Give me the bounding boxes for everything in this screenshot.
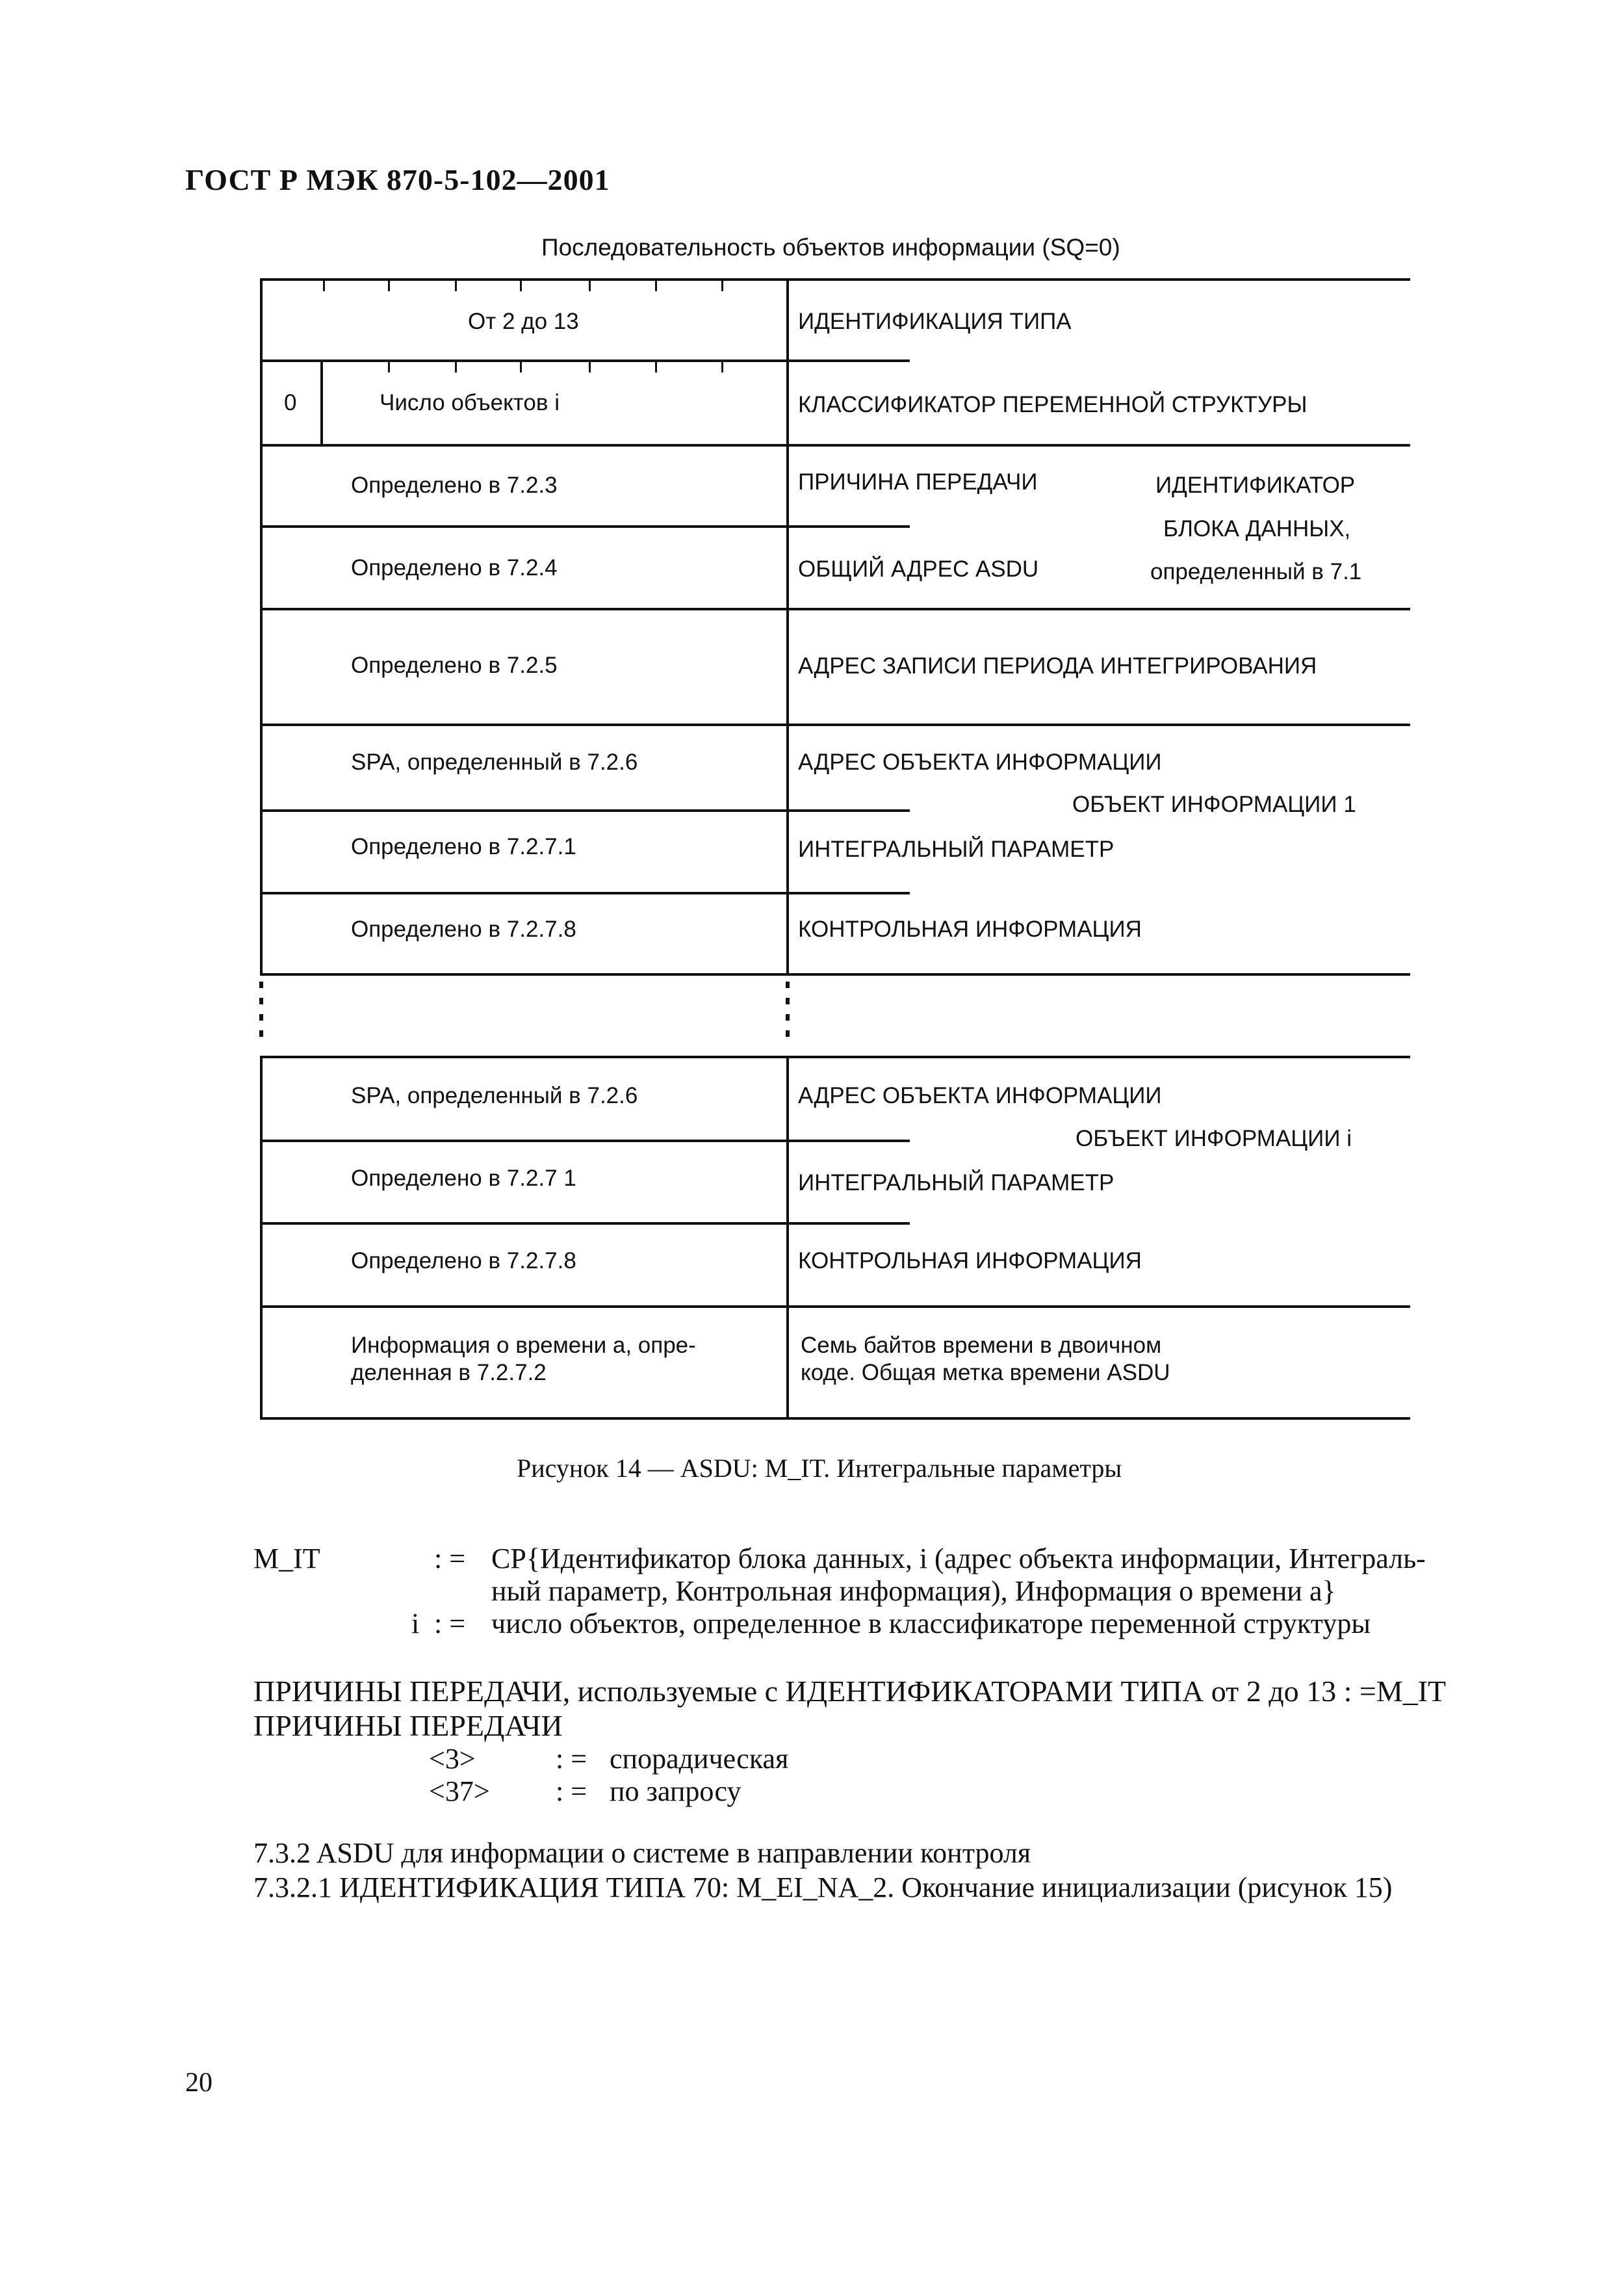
cell-bit-zero: 0 [284, 390, 297, 415]
gap-dot [259, 1030, 263, 1037]
label-integral-1: ИНТЕГРАЛЬНЫЙ ПАРАМЕТР [798, 837, 1115, 862]
cell-defined-724: Определено в 7.2.4 [351, 555, 558, 581]
bit-tick [455, 278, 457, 291]
label-object-address-i: АДРЕС ОБЪЕКТА ИНФОРМАЦИИ [798, 1083, 1162, 1108]
bit-tick [520, 278, 522, 291]
middle-border [786, 278, 789, 1420]
page-number: 20 [185, 2068, 213, 2098]
figure-top-caption: Последовательность объектов информации (SQ=0) [541, 234, 1120, 261]
row-line [260, 724, 1410, 726]
label-variable-structure: КЛАССИФИКАТОР ПЕРЕМЕННОЙ СТРУКТУРЫ [798, 392, 1308, 417]
mit-definition-line1: СР{Идентификатор блока данных, i (адрес объекта информации, Интеграль- [491, 1543, 1426, 1574]
bit-tick [721, 278, 723, 291]
label-time-binary-2: коде. Общая метка времени ASDU [801, 1360, 1170, 1385]
label-common-address: ОБЩИЙ АДРЕС ASDU [798, 556, 1039, 582]
bit-tick [388, 359, 390, 372]
figure-caption: Рисунок 14 — ASDU: M_IT. Интегральные параметры [517, 1454, 1122, 1483]
gap-cover [259, 976, 792, 1056]
block-id-line1: ИДЕНТИФИКАТОР [1155, 473, 1356, 498]
mit-definition-line2: ный параметр, Контрольная информация), Информация о времени а} [491, 1575, 1336, 1607]
right-separator [789, 809, 910, 811]
right-separator [789, 525, 910, 527]
cause-text-3: спорадическая [610, 1743, 789, 1775]
causes-heading: ПРИЧИНЫ ПЕРЕДАЧИ [253, 1709, 563, 1742]
bit-tick [589, 359, 591, 372]
gap-dot [259, 1014, 263, 1021]
label-type-id: ИДЕНТИФИКАЦИЯ ТИПА [798, 309, 1072, 334]
cause-code-37: <37> [429, 1775, 490, 1807]
gap-dot [259, 998, 263, 1004]
cause-code-3: <3> [429, 1743, 476, 1775]
label-info-object-1: ОБЪЕКТ ИНФОРМАЦИИ 1 [1072, 792, 1356, 817]
gap-dot [786, 1030, 790, 1037]
bit-tick [323, 278, 325, 291]
row-line [260, 1417, 1410, 1420]
label-object-address-1: АДРЕС ОБЪЕКТА ИНФОРМАЦИИ [798, 750, 1162, 775]
i-label: i [411, 1608, 420, 1639]
block-id-line2: БЛОКА ДАННЫХ, [1163, 516, 1351, 541]
cell-spa-i: SPA, определенный в 7.2.6 [351, 1083, 638, 1108]
label-control-1: КОНТРОЛЬНАЯ ИНФОРМАЦИЯ [798, 917, 1142, 942]
row-line [260, 444, 1410, 447]
document-header: ГОСТ Р МЭК 870-5-102—2001 [185, 163, 610, 196]
causes-line: ПРИЧИНЫ ПЕРЕДАЧИ, используемые с ИДЕНТИФИКАТОРАМИ ТИПА от 2 до 13 : =M_IT [253, 1675, 1447, 1708]
cause-op-3: : = [556, 1743, 587, 1775]
cause-op-37: : = [556, 1775, 587, 1807]
cell-spa-1: SPA, определенный в 7.2.6 [351, 750, 638, 775]
cell-defined-7271-b: Определено в 7.2.7 1 [351, 1166, 576, 1191]
cell-defined-7278-b: Определено в 7.2.7.8 [351, 1248, 576, 1273]
bit-divider [320, 359, 323, 444]
row-line [260, 1305, 1410, 1308]
section-7-3-2: 7.3.2 ASDU для информации о системе в направлении контроля [253, 1837, 1031, 1869]
cell-time-info-1: Информация о времени а, опре- [351, 1333, 696, 1358]
bit-tick [455, 359, 457, 372]
label-time-binary-1: Семь байтов времени в двоичном [801, 1333, 1162, 1358]
gap-dot [786, 998, 790, 1004]
bit-tick [388, 278, 390, 291]
gap-dot [786, 982, 790, 988]
right-separator [789, 892, 910, 894]
bit-tick [655, 359, 657, 372]
cause-text-37: по запросу [610, 1775, 741, 1807]
left-border [260, 278, 263, 1420]
section-7-3-2-1: 7.3.2.1 ИДЕНТИФИКАЦИЯ ТИПА 70: M_EI_NA_2. Окончание инициализации (рисунок 15) [253, 1872, 1393, 1903]
mit-label: M_IT [253, 1543, 320, 1574]
cell-time-info-2: деленная в 7.2.7.2 [351, 1360, 547, 1385]
mit-operator: : = [434, 1543, 466, 1574]
bit-tick [520, 359, 522, 372]
label-info-object-i: ОБЪЕКТ ИНФОРМАЦИИ i [1076, 1126, 1352, 1151]
label-control-i: КОНТРОЛЬНАЯ ИНФОРМАЦИЯ [798, 1248, 1142, 1273]
label-period-address: АДРЕС ЗАПИСИ ПЕРИОДА ИНТЕГРИРОВАНИЯ [798, 653, 1317, 679]
cell-defined-7278-a: Определено в 7.2.7.8 [351, 917, 576, 942]
right-separator [789, 1222, 910, 1224]
bit-tick [721, 359, 723, 372]
cell-object-count: Число объектов i [380, 390, 560, 415]
bit-tick [589, 278, 591, 291]
row-line [260, 278, 1410, 281]
row-line [260, 1056, 1410, 1058]
label-integral-i: ИНТЕГРАЛЬНЫЙ ПАРАМЕТР [798, 1170, 1115, 1195]
block-id-line3: определенный в 7.1 [1150, 559, 1362, 584]
cell-type-range: От 2 до 13 [468, 309, 579, 334]
i-operator: : = [434, 1608, 466, 1639]
bit-tick [655, 278, 657, 291]
cell-defined-723: Определено в 7.2.3 [351, 473, 558, 498]
row-line [260, 359, 910, 362]
gap-dot [786, 1014, 790, 1021]
gap-dot [259, 982, 263, 988]
cell-defined-7271-a: Определено в 7.2.7.1 [351, 834, 576, 859]
row-line [260, 608, 1410, 610]
cell-defined-725: Определено в 7.2.5 [351, 653, 558, 678]
right-separator [789, 1140, 910, 1142]
label-cause: ПРИЧИНА ПЕРЕДАЧИ [798, 469, 1038, 495]
i-definition: число объектов, определенное в классификаторе переменной структуры [491, 1608, 1371, 1639]
